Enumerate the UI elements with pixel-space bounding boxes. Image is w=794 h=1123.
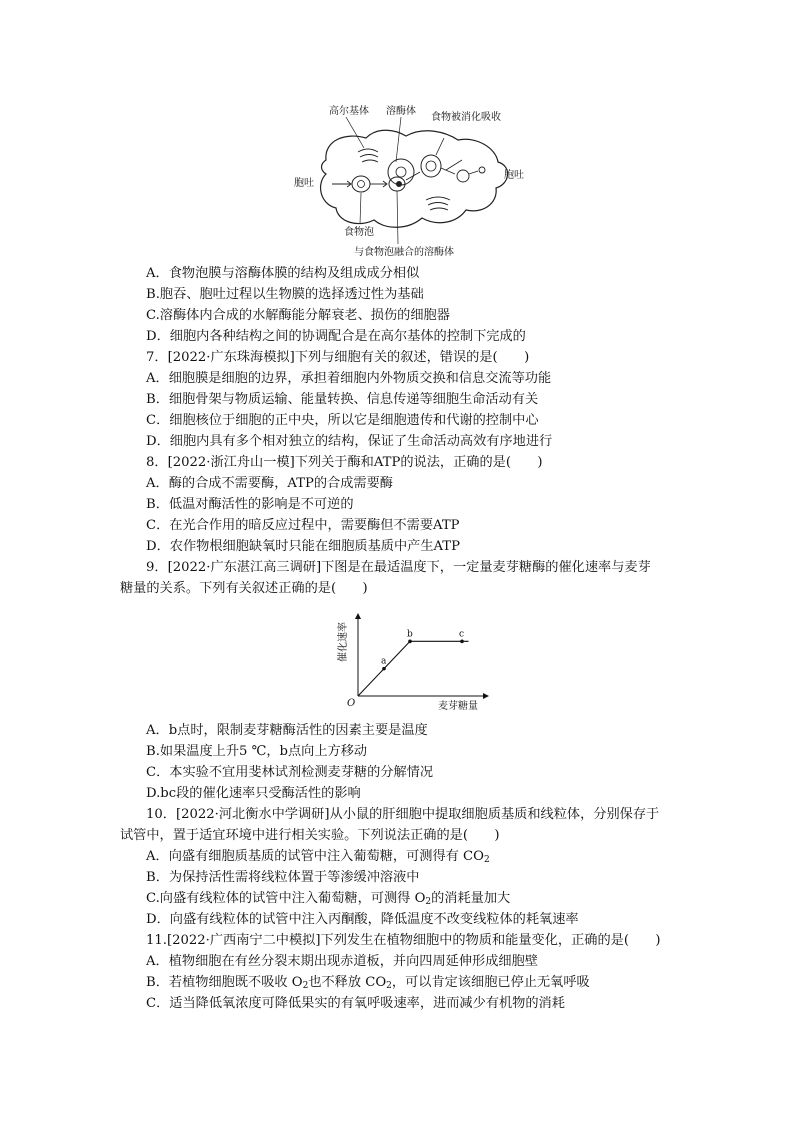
phagocytosis-label: 胞吐 — [294, 178, 314, 189]
q8-option-d: D．农作物根细胞缺氧时只能在细胞质基质中产生ATP — [146, 539, 460, 554]
q10-stem-line1: 10．[2022·河北衡水中学调研]从小鼠的肝细胞中提取细胞质基质和线粒体，分别保存于 — [146, 807, 660, 822]
point-b — [408, 640, 412, 644]
q7-stem: 7．[2022·广东珠海模拟]下列与细胞有关的叙述，错误的是( ) — [146, 350, 530, 365]
fused-lysosome-label: 与食物泡融合的溶酶体 — [354, 247, 454, 258]
q11-option-c: C．适当降低氧浓度可降低果实的有氧呼吸速率，进而减少有机物的消耗 — [146, 996, 565, 1011]
q9-option-b: B.如果温度上升5 ℃，b点向上方移动 — [146, 744, 368, 759]
point-label-c: c — [459, 629, 465, 640]
lysosome-label: 溶酶体 — [386, 106, 416, 117]
exocytosis-label: 胞吐 — [504, 170, 524, 181]
q9-option-a: A．b点时，限制麦芽糖酶活性的因素主要是温度 — [146, 723, 428, 738]
q8-stem: 8．[2022·浙江舟山一模]下列关于酶和ATP的说法，正确的是( ) — [146, 455, 543, 470]
q11-option-b-tail: ，可以肯定该细胞已停止无氧呼吸 — [391, 975, 590, 990]
golgi-label: 高尔基体 — [329, 106, 369, 117]
q10-stem-line2: 试管中，置于适宜环境中进行相关实验。下列说法正确的是( ) — [120, 828, 500, 843]
q6-option-c: C.溶酶体内合成的水解酶能分解衰老、损伤的细胞器 — [146, 308, 450, 323]
q6-option-b: B.胞吞、胞吐过程以生物膜的选择透过性为基础 — [146, 287, 424, 302]
food-digested-label: 食物被消化吸收 — [431, 112, 501, 123]
q11-option-b-sub2: 2 — [386, 981, 392, 991]
q10-option-c-tail: 的消耗量加大 — [431, 891, 511, 906]
enzyme-rate-chart — [320, 608, 495, 713]
q10-option-d: D．向盛有线粒体的试管中注入丙酮酸，降低温度不改变线粒体的耗氧速率 — [146, 912, 579, 927]
point-a — [382, 667, 386, 671]
q7-option-d: D．细胞内具有多个相对独立的结构，保证了生命活动高效有序地进行 — [146, 434, 553, 449]
q6-option-a: A．食物泡膜与溶酶体膜的结构及组成成分相似 — [146, 266, 420, 281]
cell-diagram — [286, 100, 536, 262]
q10-option-c-text: C.向盛有线粒体的试管中注入葡萄糖，可测得 O — [146, 891, 426, 906]
rate-curve — [358, 641, 469, 696]
q11-option-b-sub1: 2 — [302, 981, 309, 991]
origin-label: O — [347, 698, 356, 709]
q9-option-d: D.bc段的催化速率只受酶活性的影响 — [146, 786, 361, 801]
q11-option-a: A．植物细胞在有丝分裂末期出现赤道板，并向四周延伸形成细胞壁 — [146, 954, 538, 969]
q9-stem-line2: 糖量的关系。下列有关叙述正确的是( ) — [120, 581, 368, 596]
point-c — [460, 640, 464, 644]
q10-option-b: B．为保持活性需将线粒体置于等渗缓冲溶液中 — [146, 870, 420, 885]
y-axis-label: 催化速率 — [338, 622, 349, 662]
q9-option-c: C．本实验不宜用斐林试剂检测麦芽糖的分解情况 — [146, 765, 434, 780]
q11-option-b-text: B．若植物细胞既不吸收 O — [146, 975, 303, 990]
food-vacuole-label: 食物泡 — [344, 227, 374, 238]
q11-stem: 11.[2022·广西南宁二中模拟]下列发生在植物细胞中的物质和能量变化，正确的是( ) — [146, 933, 661, 948]
q10-option-c — [146, 890, 510, 908]
q11-option-b — [146, 974, 590, 992]
q6-option-d: D．细胞内各种结构之间的协调配合是在高尔基体的控制下完成的 — [146, 329, 526, 344]
q8-option-c: C．在光合作用的暗反应过程中，需要酶但不需要ATP — [146, 518, 460, 533]
q10-option-a-text: A．向盛有细胞质基质的试管中注入葡萄糖，可测得有 CO — [146, 849, 484, 864]
cell-membrane — [321, 130, 508, 227]
q10-option-a-sub: 2 — [483, 855, 490, 865]
q7-option-a: A．细胞膜是细胞的边界，承担着细胞内外物质交换和信息交流等功能 — [146, 371, 552, 386]
q10-option-c-sub: 2 — [425, 897, 432, 907]
q11-option-b-mid: 也不释放 CO — [308, 975, 387, 990]
q8-option-a: A．酶的合成不需要酶，ATP的合成需要酶 — [146, 476, 393, 491]
q8-option-b: B．低温对酶活性的影响是不可逆的 — [146, 497, 354, 512]
q7-option-c: C．细胞核位于细胞的正中央，所以它是细胞遗传和代谢的控制中心 — [146, 413, 539, 428]
q7-option-b: B．细胞骨架与物质运输、能量转换、信息传递等细胞生命活动有关 — [146, 392, 539, 407]
x-axis-label: 麦芽糖量 — [438, 701, 478, 712]
q10-option-a — [146, 848, 490, 866]
point-label-a: a — [381, 656, 387, 667]
point-label-b: b — [407, 629, 413, 640]
q9-stem-line1: 9．[2022·广东湛江高三调研]下图是在最适温度下，一定量麦芽糖酶的催化速率与麦芽 — [146, 560, 651, 575]
